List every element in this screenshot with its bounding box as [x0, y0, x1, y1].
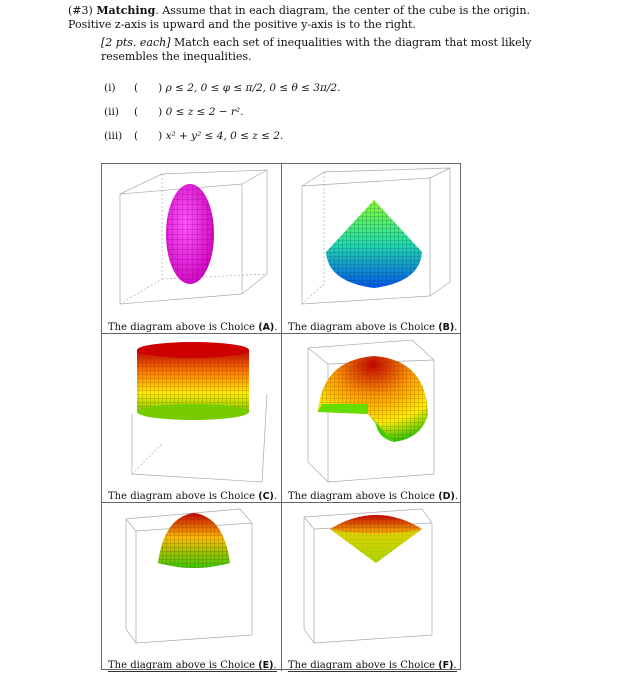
- diagram-hemisphere-cutout: [282, 334, 462, 489]
- choice-label: (F): [438, 660, 454, 671]
- diagram-caption: The diagram above is Choice (D).: [288, 491, 458, 502]
- points-note: [2 pts. each]: [101, 36, 171, 49]
- diagram-caption: The diagram above is Choice (C).: [108, 491, 278, 502]
- answer-paren-close: ): [158, 82, 163, 94]
- diagram-caption: The diagram above is Choice (B).: [288, 322, 458, 333]
- caption-text: The diagram above is Choice: [288, 660, 436, 671]
- diagram-ellipsoid: [102, 164, 282, 319]
- diagram-caption: The diagram above is Choice (F).: [288, 660, 457, 671]
- choice-label: (B): [438, 322, 455, 333]
- choice-label: (C): [258, 491, 274, 502]
- answer-paren-close: ): [158, 106, 163, 118]
- diagram-ice-cream-cone: [282, 503, 462, 658]
- diagram-cell-f: [281, 502, 461, 671]
- caption-text: The diagram above is Choice: [288, 491, 436, 502]
- caption-text: The diagram above is Choice: [108, 491, 256, 502]
- item-label: (i): [104, 82, 116, 94]
- list-item: [104, 82, 340, 106]
- diagram-cell-b: [281, 164, 461, 333]
- item-label: (ii): [104, 106, 119, 118]
- answer-paren-close: ): [158, 130, 163, 142]
- diagram-cell-d: [281, 333, 461, 502]
- diagram-cone-bowl: [282, 164, 462, 319]
- list-item: [104, 130, 340, 154]
- inequality: x² + y² ≤ 4, 0 ≤ z ≤ 2.: [165, 130, 284, 142]
- caption-text: The diagram above is Choice: [108, 660, 256, 671]
- diagram-grid: [101, 163, 461, 670]
- problem-statement: [68, 4, 568, 32]
- caption-text: The diagram above is Choice: [288, 322, 436, 333]
- problem-intro: . Assume that in each diagram, the center of the cube is the origin. Positive z-axis is upward and the positive y-axis is to the right.: [68, 4, 530, 31]
- problem-title: Matching: [96, 4, 156, 17]
- inequality-list: [104, 82, 340, 154]
- list-item: [104, 106, 340, 130]
- inequality: ρ ≤ 2, 0 ≤ φ ≤ π/2, 0 ≤ θ ≤ 3π/2.: [165, 82, 341, 94]
- answer-paren-open: (: [134, 82, 139, 94]
- diagram-cell-c: [102, 333, 282, 502]
- diagram-caption: The diagram above is Choice (A).: [108, 322, 278, 333]
- item-label: (iii): [104, 130, 123, 142]
- instruction-text: Match each set of inequalities with the diagram that most likely resembles the inequalities.: [101, 36, 532, 63]
- diagram-cell-a: [102, 164, 282, 333]
- problem-number: (#3): [68, 4, 93, 17]
- diagram-caption: The diagram above is Choice (E).: [108, 660, 277, 671]
- answer-paren-open: (: [134, 130, 139, 142]
- instruction: [101, 36, 566, 64]
- inequality: 0 ≤ z ≤ 2 − r².: [165, 106, 244, 118]
- choice-label: (D): [438, 491, 455, 502]
- caption-text: The diagram above is Choice: [108, 322, 256, 333]
- diagram-cylinder: [102, 334, 282, 489]
- diagram-cell-e: [102, 502, 282, 671]
- choice-label: (E): [258, 660, 274, 671]
- choice-label: (A): [258, 322, 275, 333]
- diagram-paraboloid: [102, 503, 282, 658]
- answer-paren-open: (: [134, 106, 139, 118]
